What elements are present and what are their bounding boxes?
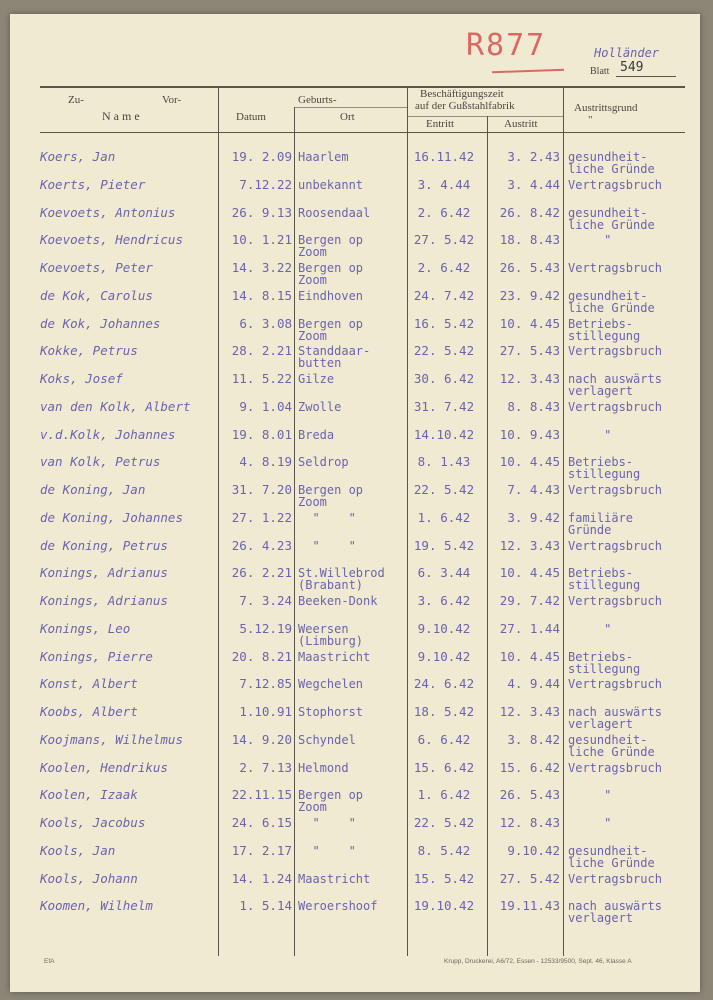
cell-datum: 19. 2.09 (231, 149, 292, 164)
stamp-underline (492, 69, 564, 74)
cell-datum: 1.10.91 (239, 704, 292, 719)
cell-datum: 14. 1.24 (231, 870, 292, 886)
cell-ort: Bergen op Zoom (298, 788, 364, 815)
cell-grund: " (568, 621, 612, 636)
cell-ort: Haarlem (298, 150, 349, 164)
header-datum: Datum (236, 111, 266, 123)
cell-datum: 9. 1.04 (239, 398, 292, 414)
cell-name: Koojmans, Wilhelmus (40, 731, 183, 747)
cell-ort: Bergen op Zoom (298, 483, 364, 509)
cell-datum: 5.12.19 (239, 620, 292, 636)
cell-austritt: 26. 8.42 (499, 204, 560, 220)
cell-name: Koobs, Albert (40, 704, 138, 719)
cell-ort: unbekannt (298, 177, 364, 192)
table-header-rule (40, 132, 685, 133)
cell-name: van Kolk, Petrus (40, 454, 161, 470)
cell-name: Kools, Jacobus (40, 815, 146, 830)
cell-datum: 24. 6.15 (231, 815, 292, 830)
table-row (10, 731, 700, 760)
cell-name: de Koning, Petrus (40, 537, 168, 553)
cell-name: de Kok, Carolus (40, 287, 153, 303)
cell-grund: Vertragsbruch (568, 261, 662, 275)
cell-austritt: 10. 4.45 (499, 315, 560, 331)
cell-datum: 2. 7.13 (239, 759, 292, 775)
cell-grund: Vertragsbruch (568, 177, 662, 192)
cell-grund: Vertragsbruch (568, 538, 662, 553)
cell-entritt: 24. 6.42 (413, 676, 475, 692)
cell-name: Kokke, Petrus (40, 343, 138, 359)
sheet-number-line (616, 76, 676, 77)
cell-grund: " (568, 816, 612, 830)
cell-entritt: 3. 6.42 (417, 593, 471, 608)
cell-datum: 27. 1.22 (231, 509, 292, 525)
cell-grund: Vertragsbruch (568, 344, 662, 359)
cell-ort: Bergen op Zoom (298, 316, 364, 343)
cell-entritt: 22. 5.42 (413, 482, 475, 497)
cell-austritt: 29. 7.42 (499, 593, 560, 608)
cell-name: de Koning, Jan (40, 482, 146, 497)
table-row (10, 620, 700, 649)
cell-entritt: 8. 1.43 (417, 454, 471, 470)
table-row (10, 870, 700, 899)
cell-name: van den Kolk, Albert (40, 398, 191, 414)
header-name: N a m e (102, 109, 140, 123)
cell-name: Koomen, Wilhelm (40, 898, 153, 914)
cell-grund: gesundheit- liche Gründe (568, 288, 655, 315)
table-row (10, 287, 700, 316)
cell-datum: 26. 4.23 (231, 537, 292, 553)
header-beschaeftigungszeit: Beschäftigungszeit (420, 88, 504, 100)
cell-austritt: 10. 9.43 (499, 426, 560, 442)
cell-name: Konst, Albert (40, 676, 138, 692)
cell-austritt: 3. 2.43 (507, 149, 560, 164)
cell-ort: " " (298, 843, 356, 858)
cell-entritt: 22. 5.42 (413, 815, 475, 830)
cell-ort: Roosendaal (298, 205, 371, 220)
cell-entritt: 15. 6.42 (413, 759, 475, 775)
cell-name: Konings, Adrianus (40, 593, 168, 608)
group-label: Holländer (594, 46, 660, 60)
cell-datum: 7. 3.24 (239, 593, 292, 608)
cell-entritt: 9.10.42 (417, 620, 471, 636)
archive-stamp: R877 (466, 28, 547, 63)
header-grund-mark: " (588, 114, 593, 126)
header-entritt: Entritt (426, 118, 455, 130)
cell-grund: Vertragsbruch (568, 871, 662, 886)
cell-austritt: 12. 8.43 (499, 815, 560, 830)
besch-sub-rule (407, 116, 563, 117)
table-row (10, 706, 700, 732)
sheet-label: Blatt (590, 66, 610, 77)
cell-austritt: 26. 5.43 (499, 787, 560, 803)
cell-ort: Standdaar- butten (298, 344, 371, 371)
cell-entritt: 3. 4.44 (417, 176, 471, 192)
header-vorname: Vor- (162, 94, 182, 106)
cell-datum: 7.12.22 (239, 176, 292, 192)
cell-entritt: 31. 7.42 (413, 398, 475, 414)
cell-grund: Betriebs- stillegung (568, 455, 641, 482)
cell-grund: " (568, 788, 612, 803)
cell-name: Konings, Pierre (40, 648, 153, 664)
table-row (10, 456, 700, 482)
table-row (10, 484, 700, 510)
cell-name: Koevoets, Hendricus (40, 232, 183, 248)
cell-ort: Breda (298, 427, 335, 442)
cell-grund: gesundheit- liche Gründe (568, 150, 655, 176)
cell-austritt: 4. 9.44 (507, 676, 560, 692)
cell-ort: " " (298, 538, 356, 553)
cell-austritt: 19.11.43 (499, 898, 560, 914)
table-row (10, 373, 700, 399)
table-row (10, 398, 700, 427)
cell-austritt: 3. 9.42 (507, 509, 560, 525)
cell-ort: Seldrop (298, 455, 349, 470)
cell-grund: gesundheit- liche Gründe (568, 843, 655, 870)
cell-ort: Beeken-Donk (298, 594, 378, 608)
cell-grund: Betriebs- stillegung (568, 316, 641, 343)
cell-ort: Zwolle (298, 399, 342, 414)
sheet-number: 549 (620, 60, 644, 75)
cell-datum: 28. 2.21 (231, 343, 292, 359)
cell-grund: nach auswärts verlagert (568, 705, 662, 731)
cell-name: de Koning, Johannes (40, 509, 183, 525)
cell-grund: Vertragsbruch (568, 483, 662, 497)
cell-austritt: 10. 4.45 (499, 648, 560, 664)
cell-datum: 14. 3.22 (231, 260, 292, 275)
cell-entritt: 6. 3.44 (417, 565, 471, 581)
cell-name: Koers, Jan (40, 149, 116, 164)
table-row (10, 900, 700, 926)
cell-datum: 22.11.15 (231, 787, 292, 803)
cell-name: de Kok, Johannes (40, 315, 161, 331)
cell-grund: " (568, 233, 612, 248)
cell-entritt: 14.10.42 (413, 426, 475, 442)
cell-entritt: 2. 6.42 (417, 260, 471, 275)
cell-grund: gesundheit- liche Gründe (568, 732, 655, 759)
cell-ort: Bergen op Zoom (298, 233, 364, 260)
header-gussstahlfabrik: auf der Gußstahlfabrik (415, 100, 515, 112)
cell-ort: Weersen (Limburg) (298, 621, 364, 648)
cell-datum: 26. 2.21 (231, 565, 292, 581)
cell-ort: Schyndel (298, 732, 356, 747)
cell-austritt: 8. 8.43 (507, 398, 560, 414)
cell-datum: 1. 5.14 (239, 898, 292, 914)
cell-austritt: 9.10.42 (507, 842, 560, 858)
cell-austritt: 15. 6.42 (499, 759, 560, 775)
cell-entritt: 27. 5.42 (413, 232, 475, 248)
cell-name: Koks, Josef (40, 371, 123, 386)
table-row (10, 204, 700, 233)
cell-name: Konings, Adrianus (40, 565, 168, 581)
cell-datum: 31. 7.20 (231, 482, 292, 497)
cell-ort: Helmond (298, 760, 349, 775)
cell-entritt: 30. 6.42 (413, 371, 475, 386)
cell-ort: Gilze (298, 372, 335, 386)
cell-ort: Maastricht (298, 871, 371, 886)
table-row (10, 151, 700, 177)
cell-austritt: 26. 5.43 (499, 260, 560, 275)
header-zuname: Zu- (68, 94, 84, 106)
table-row (10, 817, 700, 843)
cell-datum: 17. 2.17 (231, 842, 292, 858)
footer-left: EfA (44, 958, 55, 965)
cell-ort: Wegchelen (298, 677, 364, 692)
header-austritt: Austritt (504, 118, 538, 130)
cell-name: Kools, Johann (40, 870, 138, 886)
cell-ort: Eindhoven (298, 288, 364, 303)
header-geburts: Geburts- (298, 94, 337, 106)
cell-datum: 14. 8.15 (231, 287, 292, 303)
header-ort: Ort (340, 111, 355, 123)
cell-austritt: 3. 8.42 (507, 731, 560, 747)
cell-entritt: 6. 6.42 (417, 731, 471, 747)
cell-name: Koerts, Pieter (40, 176, 146, 192)
cell-austritt: 10. 4.45 (499, 565, 560, 581)
cell-austritt: 18. 8.43 (499, 232, 560, 248)
cell-datum: 20. 8.21 (231, 648, 292, 664)
cell-austritt: 27. 5.42 (499, 870, 560, 886)
cell-name: Koevoets, Peter (40, 260, 153, 275)
table-row (10, 842, 700, 871)
cell-entritt: 22. 5.42 (413, 343, 475, 359)
table-row (10, 345, 700, 371)
cell-datum: 7.12.85 (239, 676, 292, 692)
cell-austritt: 7. 4.43 (507, 482, 560, 497)
cell-entritt: 1. 6.42 (417, 509, 471, 525)
cell-austritt: 12. 3.43 (499, 704, 560, 719)
cell-entritt: 9.10.42 (417, 648, 471, 664)
cell-grund: Vertragsbruch (568, 399, 662, 414)
cell-name: Konings, Leo (40, 620, 131, 636)
table-top-rule (40, 86, 685, 88)
cell-ort: Bergen op Zoom (298, 261, 364, 287)
cell-ort: Stophorst (298, 705, 364, 719)
cell-grund: nach auswärts verlagert (568, 899, 662, 926)
cell-entritt: 15. 5.42 (413, 870, 475, 886)
cell-austritt: 12. 3.43 (499, 371, 560, 386)
footer-printer-note: Krupp, Druckerei, A6/72, Essen - 12533/9500, Sept. 46, Klasse A (444, 958, 632, 965)
table-row (10, 234, 700, 260)
table-row (10, 789, 700, 815)
cell-name: v.d.Kolk, Johannes (40, 426, 176, 442)
table-row (10, 176, 700, 205)
cell-datum: 6. 3.08 (239, 315, 292, 331)
cell-grund: Vertragsbruch (568, 760, 662, 775)
cell-datum: 14. 9.20 (231, 731, 292, 747)
document-sheet (10, 14, 700, 992)
cell-grund: Betriebs- stillegung (568, 566, 641, 593)
cell-austritt: 27. 5.43 (499, 343, 560, 359)
cell-entritt: 16.11.42 (413, 149, 475, 164)
header-austrittsgrund: Austrittsgrund (574, 102, 638, 114)
cell-name: Koolen, Hendrikus (40, 759, 168, 775)
cell-ort: " " (298, 816, 356, 830)
cell-datum: 19. 8.01 (231, 426, 292, 442)
cell-datum: 10. 1.21 (231, 232, 292, 248)
table-row (10, 648, 700, 677)
cell-austritt: 27. 1.44 (499, 620, 560, 636)
cell-grund: Vertragsbruch (568, 677, 662, 692)
table-row (10, 315, 700, 344)
cell-entritt: 1. 6.42 (417, 787, 471, 803)
cell-grund: Betriebs- stillegung (568, 649, 641, 676)
cell-entritt: 19. 5.42 (413, 537, 475, 553)
table-row (10, 759, 700, 788)
cell-austritt: 23. 9.42 (499, 287, 560, 303)
cell-ort: " " (298, 510, 356, 525)
cell-ort: Weroershoof (298, 899, 378, 914)
cell-ort: St.Willebrod (Brabant) (298, 566, 385, 593)
cell-name: Kools, Jan (40, 842, 116, 858)
cell-ort: Maastricht (298, 649, 371, 664)
table-row (10, 262, 700, 288)
cell-name: Koevoets, Antonius (40, 204, 176, 220)
cell-entritt: 8. 5.42 (417, 842, 471, 858)
cell-grund: familiäre Gründe (568, 510, 634, 537)
cell-austritt: 3. 4.44 (507, 176, 560, 192)
cell-entritt: 24. 7.42 (413, 287, 475, 303)
cell-austritt: 10. 4.45 (499, 454, 560, 470)
cell-datum: 11. 5.22 (231, 371, 292, 386)
cell-entritt: 2. 6.42 (417, 204, 471, 220)
table-row (10, 595, 700, 621)
table-row (10, 537, 700, 566)
cell-entritt: 16. 5.42 (413, 315, 475, 331)
table-row (10, 426, 700, 455)
cell-name: Koolen, Izaak (40, 787, 138, 803)
cell-grund: nach auswärts verlagert (568, 372, 662, 398)
cell-entritt: 18. 5.42 (413, 704, 475, 719)
table-row (10, 509, 700, 538)
cell-datum: 4. 8.19 (239, 454, 292, 470)
table-row (10, 678, 700, 704)
cell-grund: Vertragsbruch (568, 594, 662, 608)
table-row (10, 567, 700, 593)
geburts-sub-rule (294, 107, 407, 108)
cell-datum: 26. 9.13 (231, 204, 292, 220)
cell-austritt: 12. 3.43 (499, 537, 560, 553)
cell-grund: gesundheit- liche Gründe (568, 205, 655, 232)
cell-entritt: 19.10.42 (413, 898, 475, 914)
cell-grund: " (568, 427, 612, 442)
